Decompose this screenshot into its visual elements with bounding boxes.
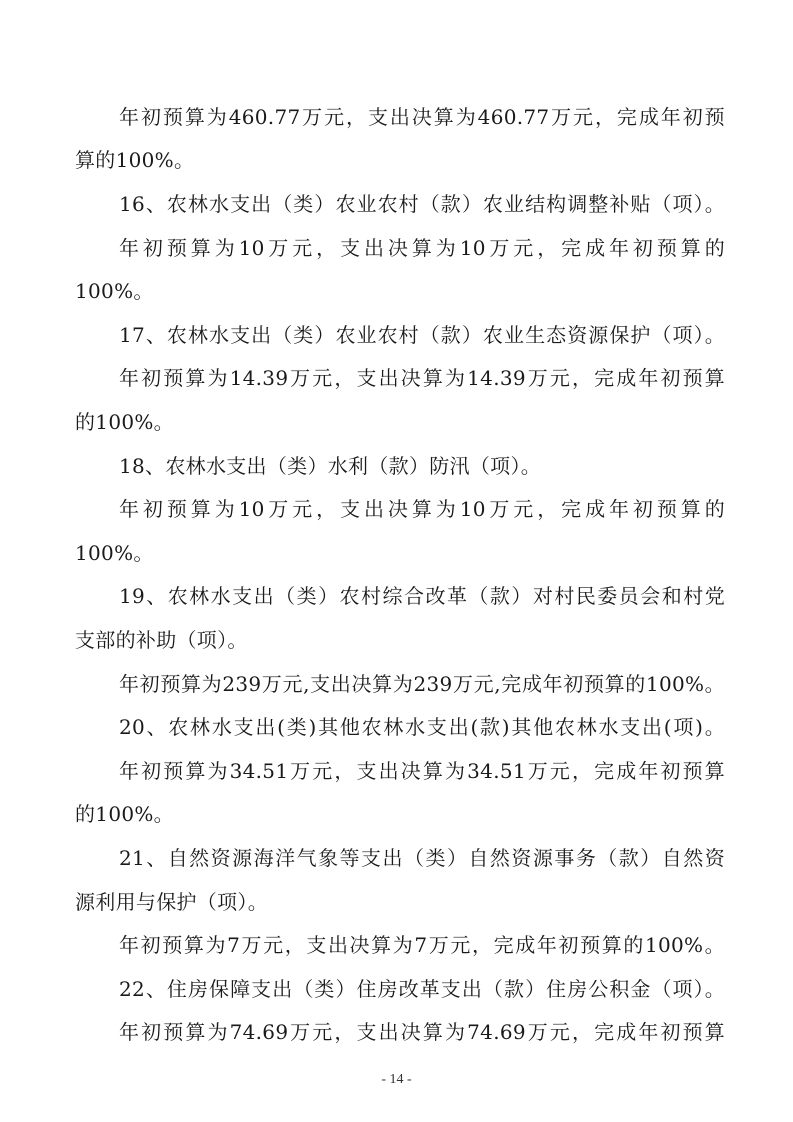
paragraph-line: 年初预算为10万元，支出决算为10万元，完成年初预算的 [119, 236, 725, 260]
paragraph-line: 16、农林水支出（类）农业农村（款）农业结构调整补贴（项）。 [119, 192, 725, 216]
paragraph-line: 源利用与保护（项）。 [75, 890, 268, 914]
paragraph-line: 年初预算为34.51万元，支出决算为34.51万元，完成年初预算 [119, 759, 725, 783]
page-number: - 14 - [381, 1072, 412, 1087]
paragraph-line: 的100%。 [75, 410, 174, 434]
paragraph-line: 17、农林水支出（类）农业农村（款）农业生态资源保护（项）。 [119, 323, 725, 347]
paragraph-line: 21、自然资源海洋气象等支出（类）自然资源事务（款）自然资 [119, 846, 725, 870]
paragraph-line: 年初预算为74.69万元，支出决算为74.69万元，完成年初预算 [119, 1020, 725, 1044]
paragraph-line: 19、农林水支出（类）农村综合改革（款）对村民委员会和村党 [119, 584, 725, 608]
paragraph-line: 20、农林水支出(类)其他农林水支出(款)其他农林水支出(项)。 [119, 715, 725, 739]
paragraph-line: 年初预算为460.77万元，支出决算为460.77万元，完成年初预 [119, 105, 725, 129]
paragraph-line: 年初预算为7万元，支出决算为7万元，完成年初预算的100%。 [119, 933, 725, 957]
paragraph-line: 年初预算为10万元，支出决算为10万元，完成年初预算的 [119, 497, 725, 521]
paragraph-line: 的100%。 [75, 802, 174, 826]
paragraph-line: 年初预算为239万元,支出决算为239万元,完成年初预算的100%。 [119, 672, 725, 696]
paragraph-line: 100%。 [75, 279, 154, 303]
paragraph-line: 18、农林水支出（类）水利（款）防汛（项）。 [119, 454, 542, 478]
paragraph-line: 100%。 [75, 541, 154, 565]
paragraph-line: 算的100%。 [75, 148, 195, 172]
paragraph-line: 支部的补助（项）。 [75, 628, 248, 652]
paragraph-line: 年初预算为14.39万元，支出决算为14.39万元，完成年初预算 [119, 366, 725, 390]
paragraph-line: 22、住房保障支出（类）住房改革支出（款）住房公积金（项）。 [119, 977, 725, 1001]
